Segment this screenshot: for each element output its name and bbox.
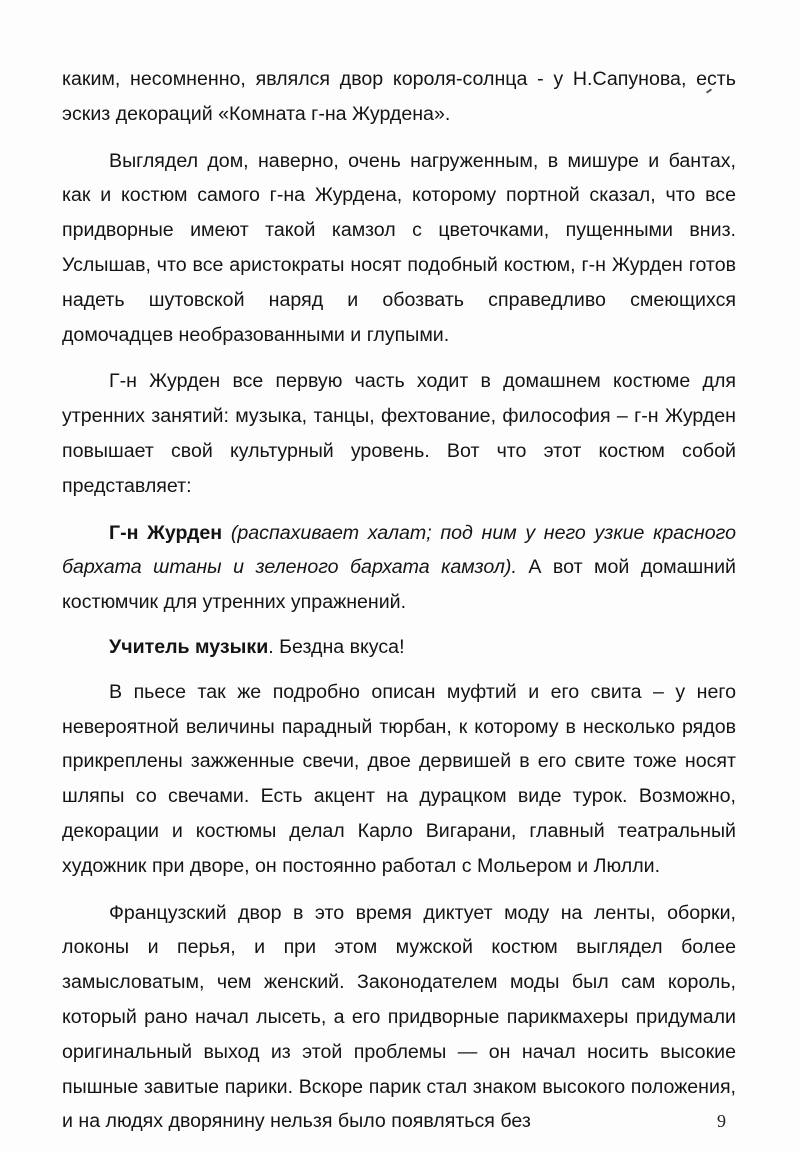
paragraph-3: Г-н Журден все первую часть ходит в домашнем костюме для утренних занятий: музыка, танцы, фехтование, философия – г-н Журден повышает свой культурный уровень. Вот что этот костюм собой представляет:	[62, 370, 736, 497]
paragraph-4-dialogue	[62, 516, 736, 620]
paragraph-1: каким, несомненно, являлся двор короля-солнца - у Н.Сапунова, есть эскиз декораций «Комната г-на Журдена».	[62, 68, 736, 125]
paragraph-6: В пьесе так же подробно описан муфтий и его свита – у него невероятной величины парадный тюрбан, к которому в несколько рядов прикреплены зажженные свечи, двое дервишей в его свите тоже носят шляпы со свечами. Есть акцент на дурацком виде турок. Возможно, декорации и костюмы делал Карло Вигарани, главный театральный художник при дворе, он постоянно работал с Мольером и Люлли.	[62, 680, 736, 877]
dialogue-line: . Бездна вкуса!	[268, 635, 405, 658]
body-text	[62, 62, 736, 1151]
paragraph-5-dialogue	[62, 630, 736, 665]
page-number: 9	[717, 1111, 726, 1131]
speaker-name: Г-н Журден	[109, 521, 223, 544]
dialogue-line: А вот мой домашний костюмчик для утренних упражнений.	[62, 556, 736, 614]
paragraph-7: Французский двор в это время диктует моду на ленты, оборки, локоны и перья, и при этом мужской костюм выглядел более замысловатым, чем женский. Законодателем моды был сам король, который рано начал лысеть, а его придворные парикмахеры придумали оригинальный выход из этой проблемы — он начал носить высокие пышные завитые парики. Вскоре парик стал знаком высокого положения, и на людях дворянину нельзя было появляться без	[62, 901, 736, 1133]
paragraph-2: Выглядел дом, наверно, очень нагруженным, в мишуре и бантах, как и костюм самого г-на Журдена, которому портной сказал, что все придворные имеют такой камзол с цветочками, пущенными вниз. Услышав, что все аристократы носят подобный костюм, г-н Журден готов надеть шутовской наряд и обозвать справедливо смеющихся домочадцев необразованными и глупыми.	[62, 149, 736, 346]
stage-direction: (распахивает халат; под ним у него узкие красного бархата штаны и зеленого бархата камзол).	[62, 521, 736, 579]
speaker-name: Учитель музыки	[109, 635, 269, 658]
